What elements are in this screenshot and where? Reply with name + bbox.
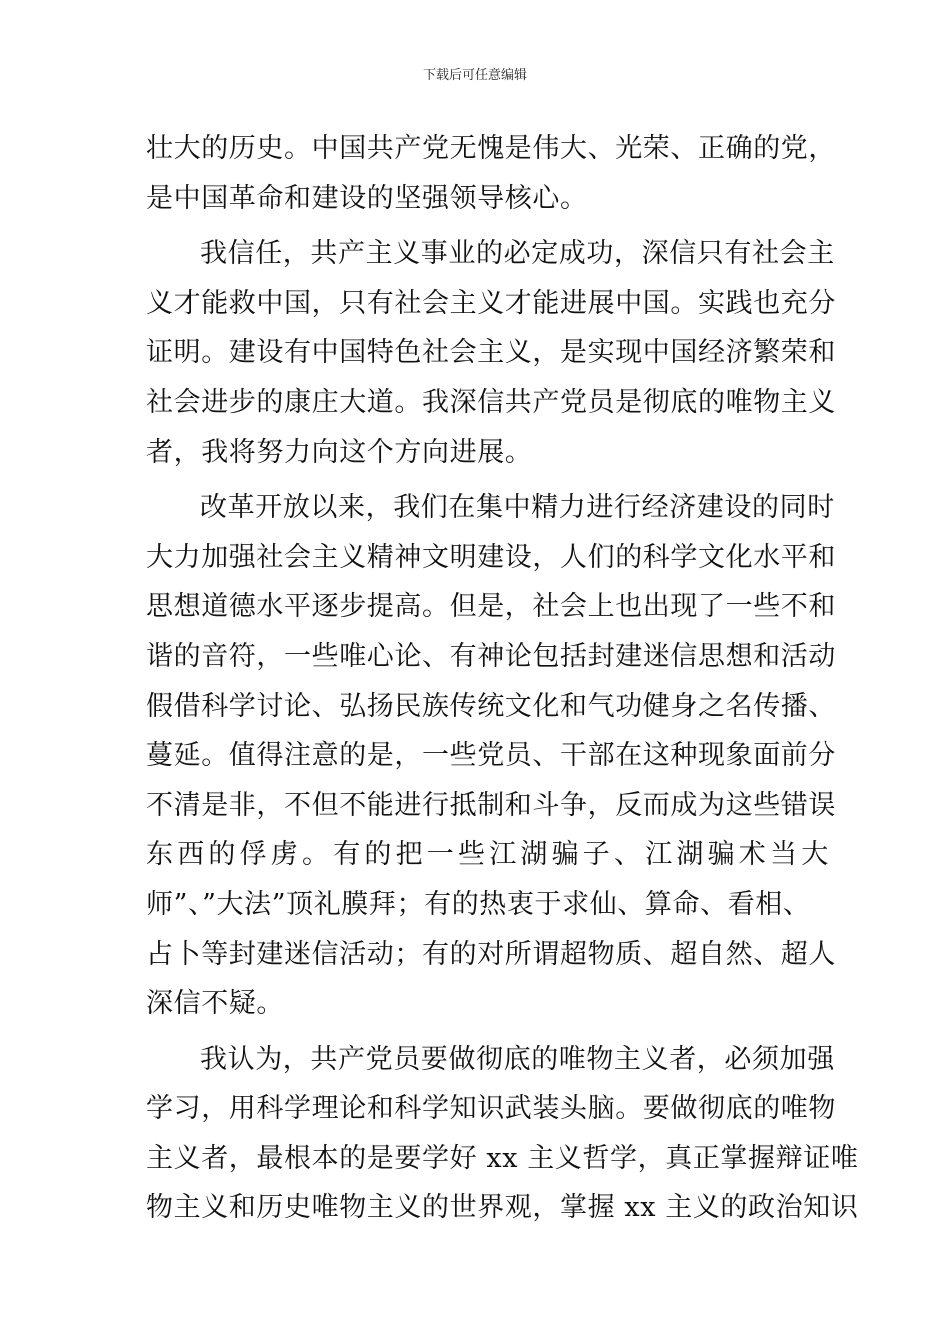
text-line: 大力加强社会主义精神文明建设，人们的科学文化水平和	[146, 541, 836, 573]
text-line: 师”、”大法”顶礼膜拜；有的热衷于求仙、算命、看相、	[146, 888, 811, 920]
page-header: 下载后可任意编辑	[422, 68, 527, 83]
text-line: 学习，用科学理论和科学知识武装头脑。要做彻底的唯物	[146, 1093, 836, 1125]
text-line: 者，我将努力向这个方向进展。	[146, 436, 533, 468]
paragraph-first-line: 我认为，共产党员要做彻底的唯物主义者，必须加强	[200, 1043, 835, 1075]
text-line: 壮大的历史。中国共产党无愧是伟大、光荣、正确的党，	[146, 133, 836, 164]
text-line: 假借科学讨论、弘扬民族传统文化和气功健身之名传播、	[146, 690, 836, 722]
text-line: 思想道德水平逐步提高。但是，社会上也出现了一些不和	[146, 591, 836, 623]
text-line: 物主义和历史唯物主义的世界观，掌握 xx 主义的政治知识	[146, 1192, 859, 1224]
text-line: 不清是非，不但不能进行抵制和斗争，反而成为这些错误	[146, 789, 836, 821]
text-line: 是中国革命和建设的坚强领导核心。	[146, 182, 588, 214]
paragraph-first-line: 我信任，共产主义事业的必定成功，深信只有社会主	[200, 238, 835, 270]
text-line: 证明。建设有中国特色社会主义，是实现中国经济繁荣和	[146, 337, 836, 369]
text-line: 谐的音符，一些唯心论、有神论包括封建迷信思想和活动	[146, 640, 836, 672]
document-body	[146, 124, 859, 1233]
paragraph-first-line: 改革开放以来，我们在集中精力进行经济建设的同时	[200, 492, 835, 524]
text-line: 占卜等封建迷信活动；有的对所谓超物质、超自然、超人	[146, 938, 836, 970]
text-line: 社会进步的康庄大道。我深信共产党员是彻底的唯物主义	[146, 386, 836, 418]
text-line: 深信不疑。	[146, 988, 284, 1020]
text-line: 义才能救中国，只有社会主义才能进展中国。实践也充分	[146, 287, 836, 319]
text-line: 蔓延。值得注意的是，一些党员、干部在这种现象面前分	[146, 740, 836, 772]
text-line: 主义者，最根本的是要学好 xx 主义哲学，真正掌握辩证唯	[146, 1142, 859, 1174]
text-line: 东西的俘虏。有的把一些江湖骗子、江湖骗术当大	[146, 839, 833, 871]
